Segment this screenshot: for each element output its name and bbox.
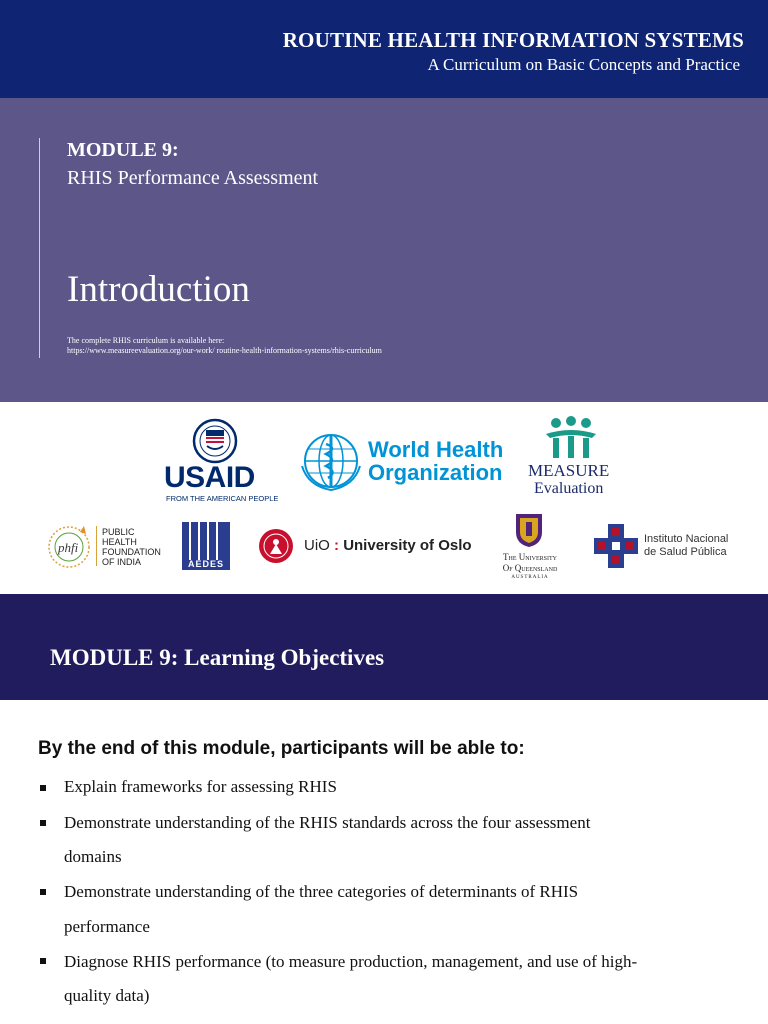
phfi-line2: HEALTH xyxy=(102,537,137,547)
who-name-line2: Organization xyxy=(368,460,503,485)
uio-colon-icon: : xyxy=(334,537,340,554)
who-name-line1: World Health xyxy=(368,437,504,462)
curriculum-url[interactable]: https://www.measureevaluation.org/our-work/ routine-health-information-systems/rhis-curriculum xyxy=(67,346,382,355)
measure-wordmark: MEASURE xyxy=(528,461,610,480)
measure-subtitle: Evaluation xyxy=(534,480,604,497)
uio-logo xyxy=(258,528,472,566)
phfi-line1: PUBLIC xyxy=(102,527,135,537)
uq-line1: The University xyxy=(503,552,557,562)
objective-3-line-2: performance xyxy=(64,917,150,936)
series-subtitle: A Curriculum on Basic Concepts and Practice xyxy=(427,55,740,74)
phfi-divider xyxy=(96,526,97,566)
series-title: ROUTINE HEALTH INFORMATION SYSTEMS xyxy=(282,28,744,52)
aedes-wordmark: AEDES xyxy=(187,559,224,569)
objective-2-line-1: Demonstrate understanding of the RHIS standards across the four assessment xyxy=(64,813,591,832)
uq-crest-icon xyxy=(514,512,544,548)
objective-2-line-2: domains xyxy=(64,847,122,866)
usaid-logo xyxy=(160,418,279,504)
insp-emblem-icon xyxy=(592,522,640,570)
who-logo xyxy=(298,430,504,492)
title-divider xyxy=(39,138,40,358)
bullet-icon xyxy=(40,958,46,964)
usaid-seal-icon xyxy=(192,418,238,464)
uio-prefix: UiO xyxy=(304,537,330,554)
insp-line2: de Salud Pública xyxy=(644,546,727,558)
measure-people-icon xyxy=(542,416,600,460)
phfi-mark: phfi xyxy=(58,540,79,555)
uio-name: University of Oslo xyxy=(343,537,472,554)
phfi-line3: FOUNDATION xyxy=(102,547,161,557)
curriculum-note-text: The complete RHIS curriculum is available here: xyxy=(67,336,225,345)
usaid-tagline: FROM THE AMERICAN PEOPLE xyxy=(166,494,279,503)
oslo-seal-icon xyxy=(258,528,294,564)
usaid-wordmark: USAID xyxy=(164,461,255,494)
module-name: RHIS Performance Assessment xyxy=(67,167,319,189)
aedes-logo xyxy=(182,522,230,570)
objective-4-line-2: quality data) xyxy=(64,986,150,1005)
who-emblem-icon xyxy=(298,430,364,492)
bullet-icon xyxy=(40,889,46,895)
partner-logos xyxy=(0,402,768,594)
uq-line3: AUSTRALIA xyxy=(511,575,549,580)
objectives-title: MODULE 9: Learning Objectives xyxy=(50,645,385,670)
insp-logo xyxy=(592,522,732,572)
module-label: MODULE 9: xyxy=(67,139,179,161)
phfi-logo xyxy=(44,522,164,572)
bullet-icon xyxy=(40,785,46,791)
bullet-icon xyxy=(40,820,46,826)
objectives-intro: By the end of this module, participants will be able to: xyxy=(38,738,525,759)
objective-4-line-1: Diagnose RHIS performance (to measure production, management, and use of high- xyxy=(64,952,638,971)
uq-logo xyxy=(488,512,572,582)
uq-line2: Of Queensland xyxy=(502,563,558,573)
curriculum-note xyxy=(67,336,382,356)
phfi-line4: OF INDIA xyxy=(102,557,142,567)
objective-1-line-1: Explain frameworks for assessing RHIS xyxy=(64,777,337,796)
insp-line1: Instituto Nacional xyxy=(644,533,729,545)
measure-evaluation-logo xyxy=(522,416,622,500)
objective-3-line-1: Demonstrate understanding of the three categories of determinants of RHIS xyxy=(64,882,579,901)
section-title: Introduction xyxy=(67,269,250,310)
